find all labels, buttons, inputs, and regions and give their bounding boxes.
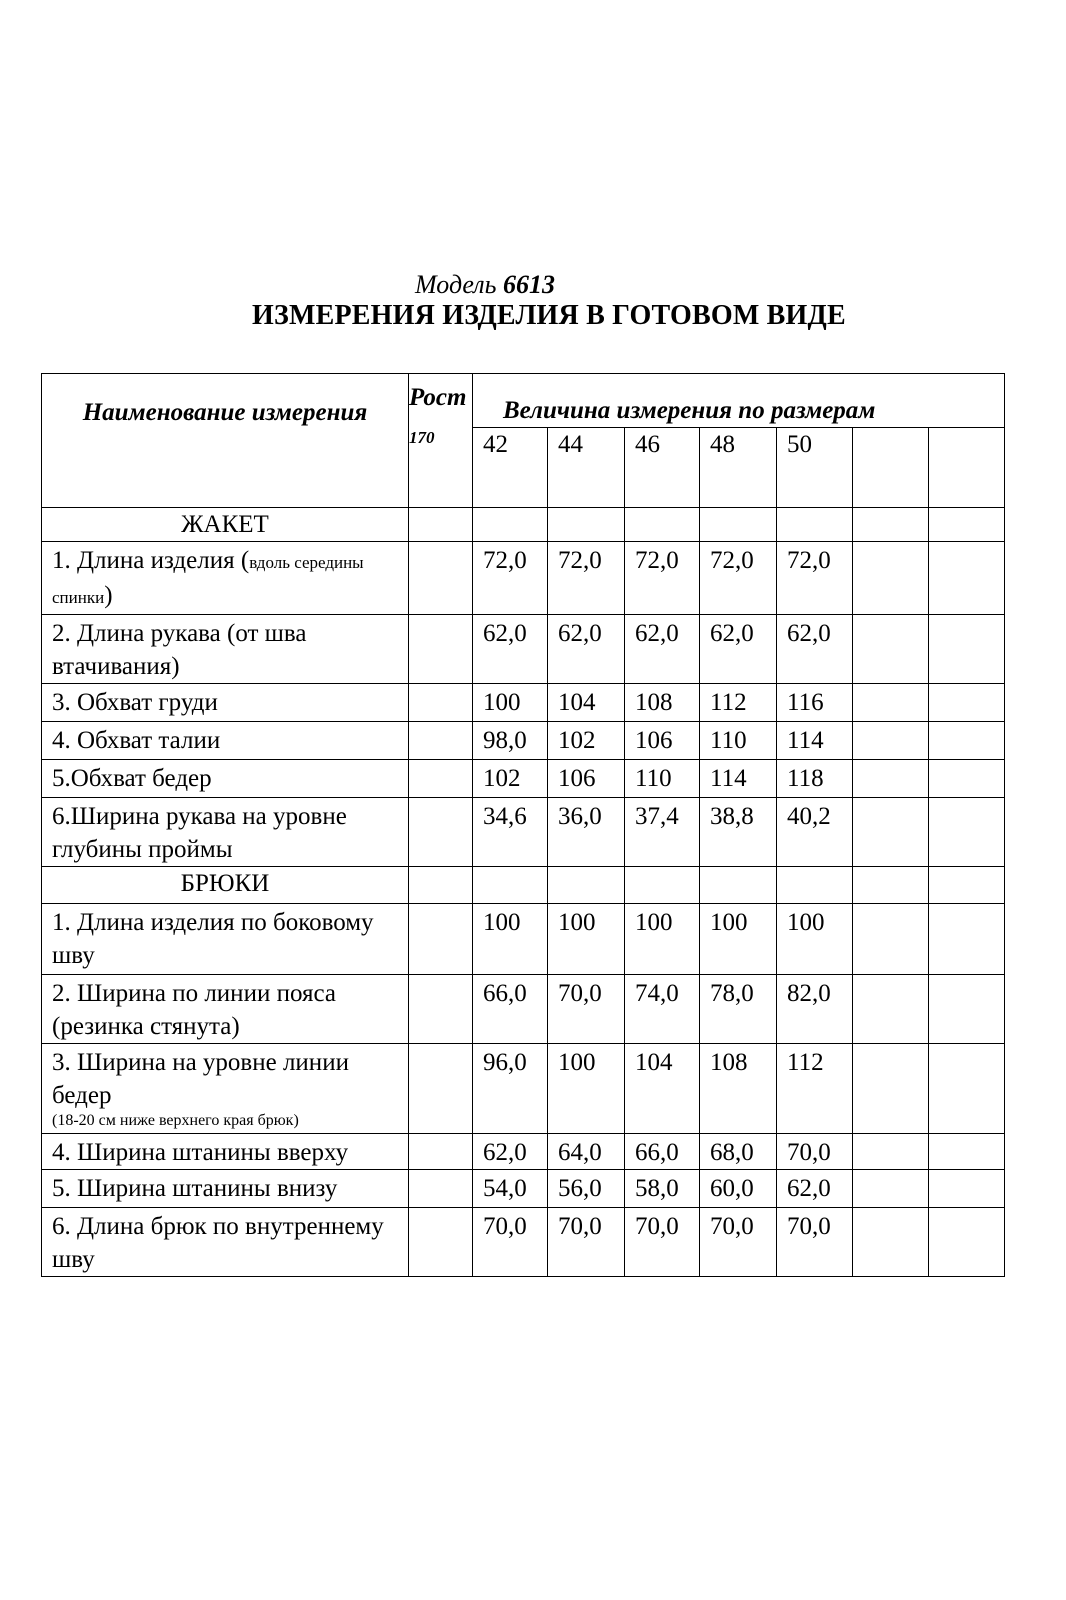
measurement-name [42,684,409,722]
value-cell: 100 [473,904,548,975]
value-cell [929,684,1005,722]
measurement-label: 1. Длина изделия по боковому шву [52,909,374,969]
value-cell: 102 [473,760,548,798]
value-cell: 114 [777,722,853,760]
value-cell: 104 [625,1044,700,1134]
value-cell: 70,0 [548,975,625,1044]
measurement-footnote: (18-20 см ниже верхнего края брюк) [52,1112,299,1129]
measurement-name [42,904,409,975]
empty-cell [777,508,853,542]
height-cell [409,904,473,975]
value-cell [853,542,929,615]
empty-cell [853,508,929,542]
height-cell [409,1044,473,1134]
value-cell [929,1044,1005,1134]
empty-cell [777,867,853,904]
model-label: Модель [415,270,497,299]
size-header-cell [929,428,1005,508]
value-cell: 37,4 [625,798,700,867]
value-cell: 108 [700,1044,777,1134]
value-cell: 100 [548,904,625,975]
size-header-cell: 50 [777,428,853,508]
table-row [42,1170,1005,1208]
empty-cell [548,867,625,904]
measurement-name [42,798,409,867]
table-row [42,1044,1005,1134]
value-cell: 72,0 [777,542,853,615]
value-cell: 104 [548,684,625,722]
value-cell: 62,0 [777,615,853,684]
size-header-cell: 46 [625,428,700,508]
value-cell: 110 [700,722,777,760]
empty-cell [473,508,548,542]
measurement-note: вдоль середины спинки [52,553,364,607]
value-cell [853,904,929,975]
value-cell: 62,0 [777,1170,853,1208]
value-cell: 112 [777,1044,853,1134]
value-cell [929,1170,1005,1208]
value-cell: 110 [625,760,700,798]
value-cell: 54,0 [473,1170,548,1208]
size-header-cell [853,428,929,508]
value-cell: 100 [548,1044,625,1134]
measurement-name [42,542,409,615]
value-cell: 96,0 [473,1044,548,1134]
sizes-header: Величина измерения по размерам [473,374,1005,428]
section-title: БРЮКИ [42,867,409,904]
value-cell [853,798,929,867]
empty-cell [625,508,700,542]
table-row [42,615,1005,684]
value-cell [929,542,1005,615]
value-cell [853,615,929,684]
value-cell: 34,6 [473,798,548,867]
value-cell: 100 [473,684,548,722]
measurements-table [41,373,1005,1277]
table-row [42,722,1005,760]
empty-cell [409,508,473,542]
value-cell: 70,0 [625,1208,700,1277]
table-row [42,975,1005,1044]
model-number: 6613 [502,270,555,299]
height-cell [409,975,473,1044]
value-cell [929,760,1005,798]
table-row [42,542,1005,615]
value-cell [853,1170,929,1208]
value-cell: 40,2 [777,798,853,867]
table-row [42,760,1005,798]
value-cell: 66,0 [473,975,548,1044]
measurement-label: 5.Обхват бедер [52,765,212,792]
height-cell [409,1208,473,1277]
table-row [42,1208,1005,1277]
height-cell [409,798,473,867]
value-cell [853,722,929,760]
empty-cell [929,508,1005,542]
measurement-label: 6.Ширина рукава на уровне глубины проймы [52,803,347,863]
value-cell: 72,0 [548,542,625,615]
value-cell: 60,0 [700,1170,777,1208]
value-cell [929,722,1005,760]
value-cell: 106 [548,760,625,798]
value-cell: 62,0 [700,615,777,684]
measurement-name [42,760,409,798]
size-header-cell: 42 [473,428,548,508]
value-cell [853,760,929,798]
measurement-label: 2. Длина рукава (от шва втачивания) [52,620,307,680]
col-height-header [409,374,473,508]
measurement-label: 3. Обхват груди [52,689,218,716]
height-cell [409,1170,473,1208]
value-cell: 74,0 [625,975,700,1044]
value-cell: 62,0 [548,615,625,684]
measurement-name [42,1170,409,1208]
empty-cell [700,867,777,904]
table-row [42,904,1005,975]
value-cell [853,1134,929,1170]
height-cell [409,760,473,798]
measurement-label: 3. Ширина на уровне линии бедер [52,1049,349,1109]
value-cell: 100 [700,904,777,975]
value-cell [853,975,929,1044]
height-value: 170 [409,428,435,447]
size-header-cell: 44 [548,428,625,508]
value-cell: 58,0 [625,1170,700,1208]
value-cell [929,904,1005,975]
value-cell: 98,0 [473,722,548,760]
value-cell: 114 [700,760,777,798]
measurement-name [42,722,409,760]
measurement-label: 4. Ширина штанины вверху [52,1139,349,1166]
value-cell: 56,0 [548,1170,625,1208]
value-cell: 72,0 [473,542,548,615]
value-cell [853,684,929,722]
value-cell: 100 [777,904,853,975]
height-cell [409,1134,473,1170]
measurement-name [42,1044,409,1134]
measurement-label: 4. Обхват талии [52,727,221,754]
value-cell [853,1208,929,1277]
value-cell: 70,0 [548,1208,625,1277]
measurement-label: 1. Длина изделия ( [52,547,250,574]
measurement-label: 6. Длина брюк по внутреннему шву [52,1213,384,1273]
value-cell: 62,0 [625,615,700,684]
value-cell [929,615,1005,684]
height-cell [409,542,473,615]
model-line [415,270,555,300]
value-cell: 116 [777,684,853,722]
table-row [42,798,1005,867]
value-cell [929,1134,1005,1170]
value-cell: 106 [625,722,700,760]
size-header-cell: 48 [700,428,777,508]
value-cell: 70,0 [777,1208,853,1277]
value-cell: 108 [625,684,700,722]
value-cell: 70,0 [473,1208,548,1277]
value-cell: 66,0 [625,1134,700,1170]
measurement-label: 5. Ширина штанины внизу [52,1175,338,1202]
value-cell: 70,0 [777,1134,853,1170]
height-cell [409,684,473,722]
value-cell: 64,0 [548,1134,625,1170]
height-label: Рост [409,384,467,411]
value-cell: 62,0 [473,1134,548,1170]
empty-cell [700,508,777,542]
height-cell [409,615,473,684]
empty-cell [548,508,625,542]
measurement-name [42,1208,409,1277]
height-cell [409,722,473,760]
measurement-name [42,975,409,1044]
value-cell: 82,0 [777,975,853,1044]
measurement-label-tail: ) [104,582,113,609]
value-cell: 100 [625,904,700,975]
value-cell: 72,0 [700,542,777,615]
value-cell [929,798,1005,867]
measurement-name [42,615,409,684]
empty-cell [473,867,548,904]
measurement-label: 2. Ширина по линии пояса (резинка стянута) [52,980,336,1040]
value-cell: 112 [700,684,777,722]
value-cell: 36,0 [548,798,625,867]
value-cell [929,1208,1005,1277]
empty-cell [409,867,473,904]
empty-cell [853,867,929,904]
value-cell [929,975,1005,1044]
value-cell: 102 [548,722,625,760]
section-row [42,508,1005,542]
col-name-header: Наименование измерения [42,374,409,508]
value-cell: 78,0 [700,975,777,1044]
value-cell: 38,8 [700,798,777,867]
page-title: ИЗМЕРЕНИЯ ИЗДЕЛИЯ В ГОТОВОМ ВИДЕ [252,300,846,331]
table-row [42,684,1005,722]
value-cell: 62,0 [473,615,548,684]
value-cell [853,1044,929,1134]
value-cell: 70,0 [700,1208,777,1277]
value-cell: 72,0 [625,542,700,615]
value-cell: 118 [777,760,853,798]
table-row [42,1134,1005,1170]
measurement-name [42,1134,409,1170]
value-cell: 68,0 [700,1134,777,1170]
section-row [42,867,1005,904]
section-title: ЖАКЕТ [42,508,409,542]
empty-cell [929,867,1005,904]
empty-cell [625,867,700,904]
